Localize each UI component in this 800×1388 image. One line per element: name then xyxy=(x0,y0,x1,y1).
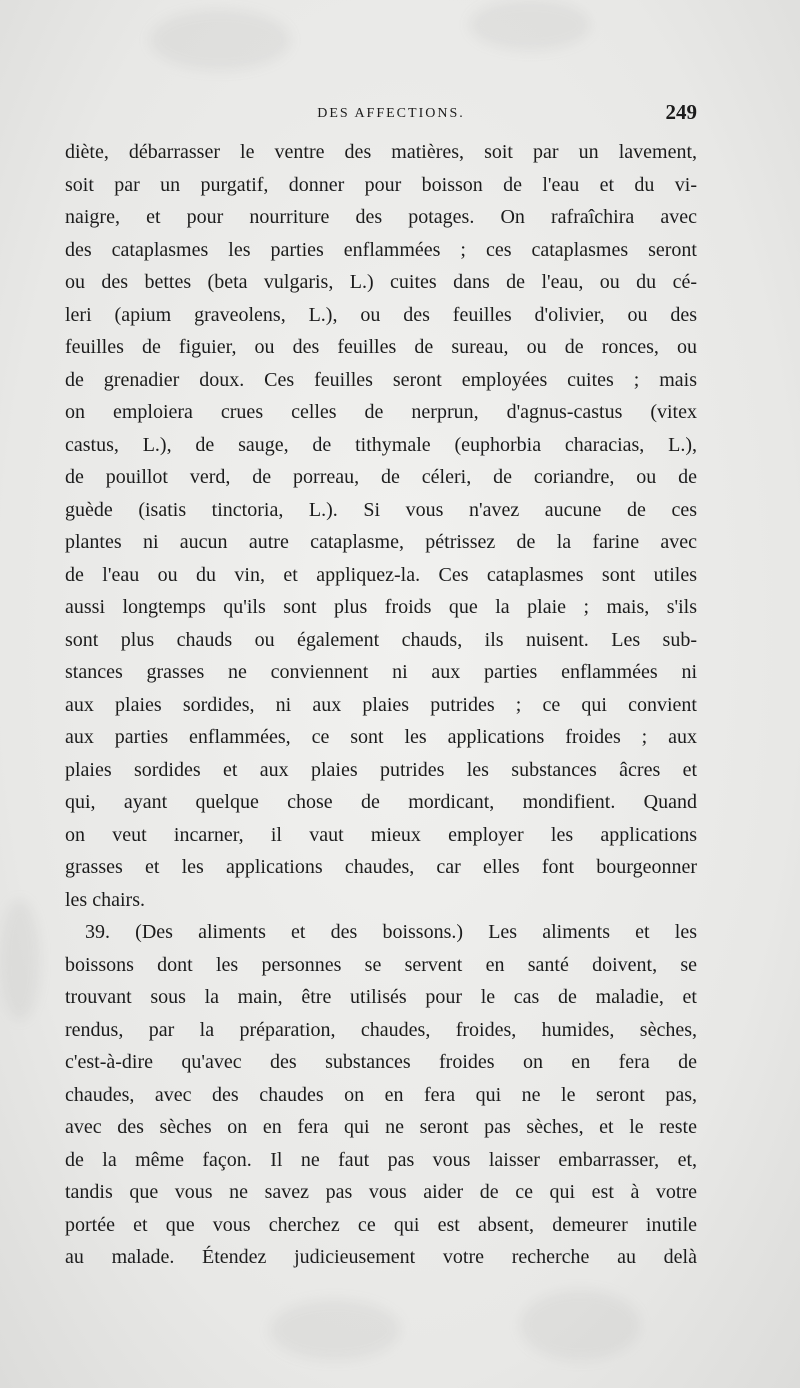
text-line: boissons dont les personnes se servent en santé doivent, se xyxy=(65,953,697,976)
text-line: avec des sèches on en fera qui ne seront pas sèches, et le reste xyxy=(65,1116,697,1138)
text-line: aux plaies sordides, ni aux plaies putrides ; ce qui convient xyxy=(65,693,697,716)
text-line: ou des bettes (beta vulgaris, L.) cuites dans de l'eau, ou du cé- xyxy=(65,271,697,293)
text-line: de grenadier doux. Ces feuilles seront employées cuites ; mais xyxy=(65,368,697,391)
text-line: tandis que vous ne savez pas vous aider de ce qui est à votre xyxy=(65,1181,697,1203)
text-line: rendus, par la préparation, chaudes, froides, humides, sèches, xyxy=(65,1018,697,1041)
text-line: plaies sordides et aux plaies putrides les substances âcres et xyxy=(65,758,697,781)
text-line: des cataplasmes les parties enflammées ; ces cataplasmes seront xyxy=(65,238,697,261)
paper-stain xyxy=(0,900,40,1020)
text-line: portée et que vous cherchez ce qui est absent, demeurer inutile xyxy=(65,1213,697,1236)
text-line: naigre, et pour nourriture des potages. On rafraîchira avec xyxy=(65,206,697,228)
paper-stain xyxy=(150,10,290,70)
paper-stain xyxy=(270,1300,400,1360)
text-line: qui, ayant quelque chose de mordicant, mondifient. Quand xyxy=(65,791,697,813)
text-line: chaudes, avec des chaudes on en fera qui ne le seront pas, xyxy=(65,1083,697,1106)
text-line: les chairs. xyxy=(65,888,145,911)
text-line: stances grasses ne conviennent ni aux parties enflammées ni xyxy=(65,661,697,683)
paper-stain xyxy=(520,1290,640,1360)
text-line: sont plus chauds ou également chauds, ils nuisent. Les sub- xyxy=(65,628,697,651)
text-line: on emploiera crues celles de nerprun, d'agnus-castus (vitex xyxy=(65,401,697,423)
text-line: au malade. Étendez judicieusement votre recherche au delà xyxy=(65,1246,697,1268)
text-line: aux parties enflammées, ce sont les applications froides ; aux xyxy=(65,726,697,748)
text-line: diète, débarrasser le ventre des matières, soit par un lavement, xyxy=(65,141,697,163)
text-line: soit par un purgatif, donner pour boisson de l'eau et du vi- xyxy=(65,173,697,196)
text-line: feuilles de figuier, ou des feuilles de sureau, ou de ronces, ou xyxy=(65,336,697,358)
text-line: aussi longtemps qu'ils sont plus froids que la plaie ; mais, s'ils xyxy=(65,596,697,618)
text-line: guède (isatis tinctoria, L.). Si vous n'avez aucune de ces xyxy=(65,498,697,521)
text-line: leri (apium graveolens, L.), ou des feuilles d'olivier, ou des xyxy=(65,303,697,326)
body-text xyxy=(65,136,697,1274)
running-title: DES AFFECTIONS. xyxy=(317,106,465,121)
text-line: c'est-à-dire qu'avec des substances froides on en fera de xyxy=(65,1051,697,1073)
text-line: de la même façon. Il ne faut pas vous laisser embarrasser, et, xyxy=(65,1148,697,1171)
paper-stain xyxy=(470,0,590,50)
text-line: trouvant sous la main, être utilisés pour le cas de maladie, et xyxy=(65,986,697,1008)
page-number: 249 xyxy=(665,100,697,124)
text-line: plantes ni aucun autre cataplasme, pétrissez de la farine avec xyxy=(65,531,697,553)
text-line: de l'eau ou du vin, et appliquez-la. Ces cataplasmes sont utiles xyxy=(65,563,697,586)
text-line: castus, L.), de sauge, de tithymale (euphorbia characias, L.), xyxy=(65,433,697,456)
text-line: on veut incarner, il vaut mieux employer les applications xyxy=(65,823,697,846)
page-header xyxy=(65,100,697,130)
text-line: 39. (Des aliments et des boissons.) Les aliments et les xyxy=(85,921,697,943)
text-line: de pouillot verd, de porreau, de céleri, de coriandre, ou de xyxy=(65,466,697,488)
text-line: grasses et les applications chaudes, car elles font bourgeonner xyxy=(65,856,697,878)
